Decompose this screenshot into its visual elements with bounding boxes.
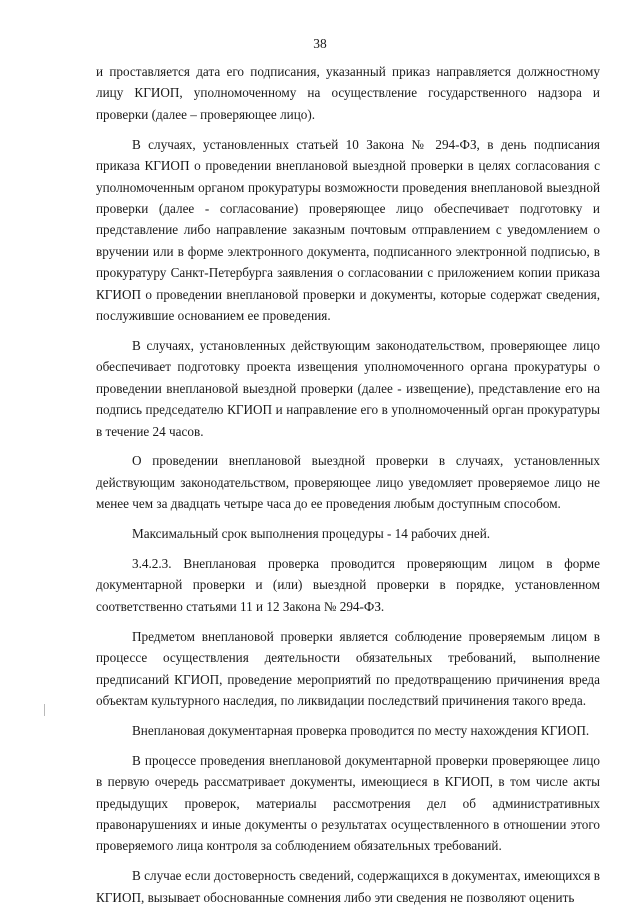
document-body [96,61,600,917]
paragraph-5: Максимальный срок выполнения процедуры - 14 рабочих дней. [132,526,491,542]
paragraph-9: В процессе проведения внеплановой документарной проверки проверяющее лицо в первую очередь рассматривает документы, имеющиеся в КГИОП, в том числе акты предыдущих проверок, материалы рассмотрения дел об административных правонарушениях и иные документы о результатах осуществленного в отношении этого проверяемого лица контроля за соблюдением обязательных требований. [96,752,600,854]
scan-margin-mark [44,704,45,716]
page-number: 38 [313,36,327,51]
paragraph-1: и проставляется дата его подписания, указанный приказ направляется должностному лицу КГИОП, уполномоченному на осуществление государственного надзора и проверки (далее – проверяющее лицо). [96,64,600,122]
paragraph-6: 3.4.2.3. Внеплановая проверка проводится проверяющим лицом в форме документарной проверки и (или) выездной проверки в порядке, установленном соответственно статьями 11 и 12 Закона № 294-ФЗ. [96,556,600,614]
paragraph-10: В случае если достоверность сведений, содержащихся в документах, имеющихся в КГИОП, вызывает обоснованные сомнения либо эти сведения не позволяют оценить [96,868,600,905]
paragraph-8: Внеплановая документарная проверка проводится по месту нахождения КГИОП. [132,722,590,738]
paragraph-3: В случаях, установленных действующим законодательством, проверяющее лицо обеспечивает подготовку проекта извещения уполномоченного органа прокуратуры о проведении внеплановой выездной проверки (далее - извещение), представление его на подпись председателю КГИОП и направление его в уполномоченный орган прокуратуры в течение 24 часов. [96,337,600,439]
paragraph-4: О проведении внеплановой выездной проверки в случаях, установленных действующим законодательством, проверяющее лицо уведомляет проверяемое лицо не менее чем за двадцать четыре часа до ее проведения любым доступным способом. [96,453,600,512]
paragraph-2: В случаях, установленных статьей 10 Закона № 294-ФЗ, в день подписания приказа КГИОП о проведении внеплановой выездной проверки в целях согласования с уполномоченным органом прокуратуры возможности проведения внеплановой выездной проверки (далее - согласование) проверяющее лицо обеспечивает подготовку и представление либо направление заказным почтовым отправлением с уведомлением о вручении или в форме электронного документа, подписанного электронной подписью, в прокуратуру Санкт-Петербурга заявления о согласовании с приложением копии приказа КГИОП о проведении внеплановой проверки и документы, которые содержат сведения, послужившие основанием ее проведения. [96,136,600,323]
paragraph-7: Предметом внеплановой проверки является соблюдение проверяемым лицом в процессе осуществления деятельности обязательных требований, выполнение предписаний КГИОП, проведение мероприятий по предотвращению причинения вреда объектам культурного наследия, по ликвидации последствий причинения такого вреда. [96,628,600,708]
